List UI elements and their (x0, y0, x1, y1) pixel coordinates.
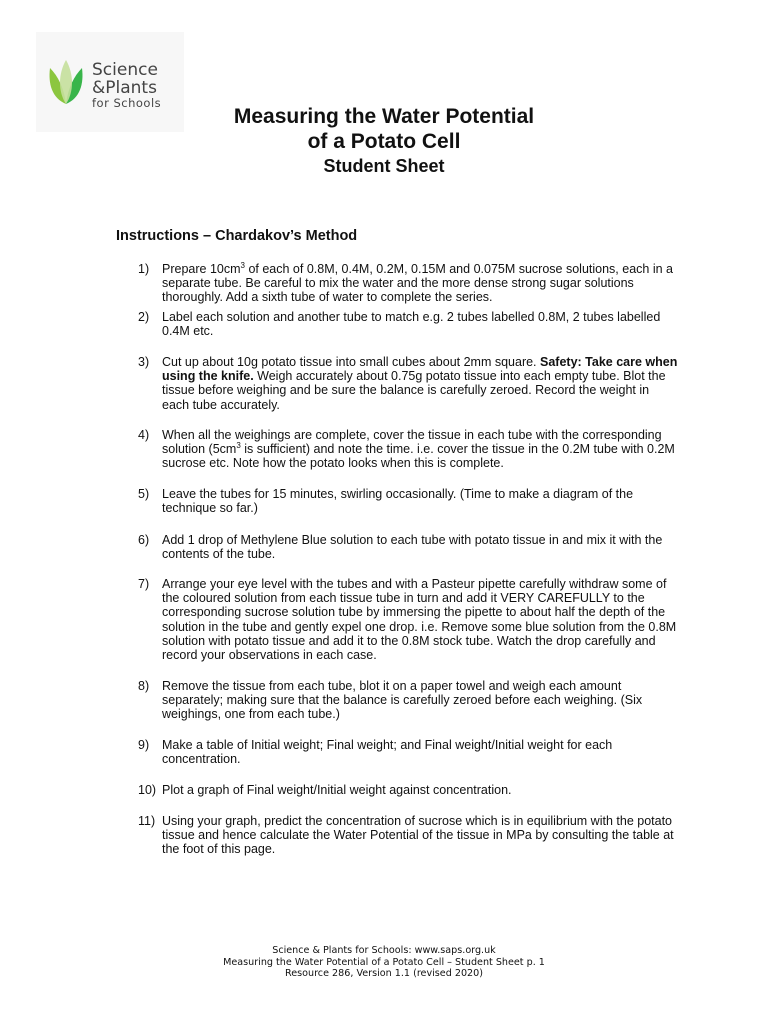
instruction-text-part: is sufficient) and note the time. i.e. cover the tissue in the 0.2M tube with 0.2M sucrose etc. Note how the potato looks when this is complete. (162, 442, 675, 471)
document-subtitle: Student Sheet (323, 156, 445, 176)
safety-warning: Safety: Take care when using the knife. (162, 355, 678, 384)
instruction-text-part: Prepare 10cm (162, 262, 241, 276)
instruction-text (162, 577, 678, 662)
instruction-item (138, 355, 678, 412)
instruction-number: 2) (138, 310, 150, 324)
instruction-number: 8) (138, 679, 150, 693)
instruction-item (138, 577, 678, 662)
logo-text-line2: &Plants (92, 78, 157, 98)
instruction-text-part: Plot a graph of Final weight/Initial weight against concentration. (162, 783, 512, 797)
instruction-number: 3) (138, 355, 150, 369)
instruction-number: 1) (138, 262, 150, 276)
logo-text-line1: Science (92, 60, 158, 80)
instruction-text (162, 487, 678, 515)
leaf-logo-icon (46, 58, 86, 106)
document-title (0, 104, 768, 178)
logo-wordmark (92, 62, 161, 110)
instruction-text-part: Label each solution and another tube to match e.g. 2 tubes labelled 0.8M, 2 tubes labelled 0.4M etc. (162, 310, 661, 339)
instruction-text (162, 262, 678, 305)
instruction-number: 4) (138, 428, 150, 442)
footer-line-2: Measuring the Water Potential of a Potato Cell – Student Sheet p. 1 (223, 956, 545, 968)
instruction-text-part: of each of 0.8M, 0.4M, 0.2M, 0.15M and 0.075M sucrose solutions, each in a separate tube. Be careful to mix the water and the more dense strong sugar solutions thoroughly. Add a sixth tube of water to complete the series. (162, 262, 673, 305)
instruction-text-part: Remove the tissue from each tube, blot it on a paper towel and weigh each amount separately; making sure that the balance is carefully zeroed before each weighing. (Six weighings, one from each tube.) (162, 679, 643, 722)
instruction-number: 6) (138, 533, 150, 547)
section-heading: Instructions – Chardakov’s Method (116, 228, 358, 244)
instruction-number: 9) (138, 738, 150, 752)
footer-line-1: Science & Plants for Schools: www.saps.org.uk (272, 945, 496, 956)
instruction-item (138, 487, 678, 515)
instruction-text (162, 738, 678, 766)
footer-line-3: Resource 286, Version 1.1 (revised 2020) (284, 968, 483, 979)
instruction-item (138, 814, 678, 857)
instruction-item (138, 262, 678, 305)
instruction-text-part: Make a table of Initial weight; Final weight; and Final weight/Initial weight for each concentration. (162, 738, 613, 767)
instruction-text (162, 355, 678, 412)
instruction-item (138, 738, 678, 766)
title-line-1: Measuring the Water Potential (233, 105, 535, 128)
instruction-item (138, 428, 678, 471)
instruction-text (162, 679, 678, 722)
instruction-number: 7) (138, 577, 150, 591)
instruction-text-part: Cut up about 10g potato tissue into small cubes about 2mm square. (162, 355, 541, 369)
title-line-2: of a Potato Cell (307, 130, 461, 153)
instruction-item (138, 533, 678, 561)
instruction-text (162, 814, 678, 857)
instruction-text-part: Using your graph, predict the concentration of sucrose which is in equilibrium with the potato tissue and hence calculate the Water Potential of the tissue in MPa by consulting the table at the foot of this page. (162, 814, 674, 857)
instruction-number: 11) (138, 814, 156, 828)
instruction-text-part: Weigh accurately about 0.75g potato tissue into each empty tube. Blot the tissue before weighing and be sure the balance is carefully zeroed. Record the weight in each tube accurately. (162, 369, 666, 412)
instruction-number: 5) (138, 487, 150, 501)
instruction-text-part: Add 1 drop of Methylene Blue solution to each tube with potato tissue in and mix it with the contents of the tube. (162, 533, 663, 562)
instruction-text (162, 428, 678, 471)
logo-text-line3: for Schools (92, 96, 162, 110)
page-footer (0, 945, 768, 980)
superscript: 3 (240, 260, 245, 270)
instruction-item (138, 679, 678, 722)
instruction-item (138, 310, 678, 338)
instruction-text (162, 783, 678, 797)
superscript: 3 (236, 441, 241, 451)
instruction-item (138, 783, 678, 797)
instruction-text-part: Leave the tubes for 15 minutes, swirling occasionally. (Time to make a diagram of the technique so far.) (162, 487, 634, 516)
instruction-text-part: Arrange your eye level with the tubes and with a Pasteur pipette carefully withdraw some of the coloured solution from each tissue tube in turn and add it VERY CAREFULLY to the corresponding sucrose solution tube by immersing the pipette to about half the depth of the solution in the tube and gently expel one drop. i.e. Remove some blue solution from the 0.8M solution with potato tissue and add it to the 0.8M stock tube. Watch the drop carefully and record your observations in each case. (162, 577, 677, 663)
instruction-number: 10) (138, 783, 157, 797)
instruction-text (162, 533, 678, 561)
instruction-text-part: When all the weighings are complete, cover the tissue in each tube with the corresponding solution (5cm (162, 428, 662, 457)
instruction-text (162, 310, 678, 338)
